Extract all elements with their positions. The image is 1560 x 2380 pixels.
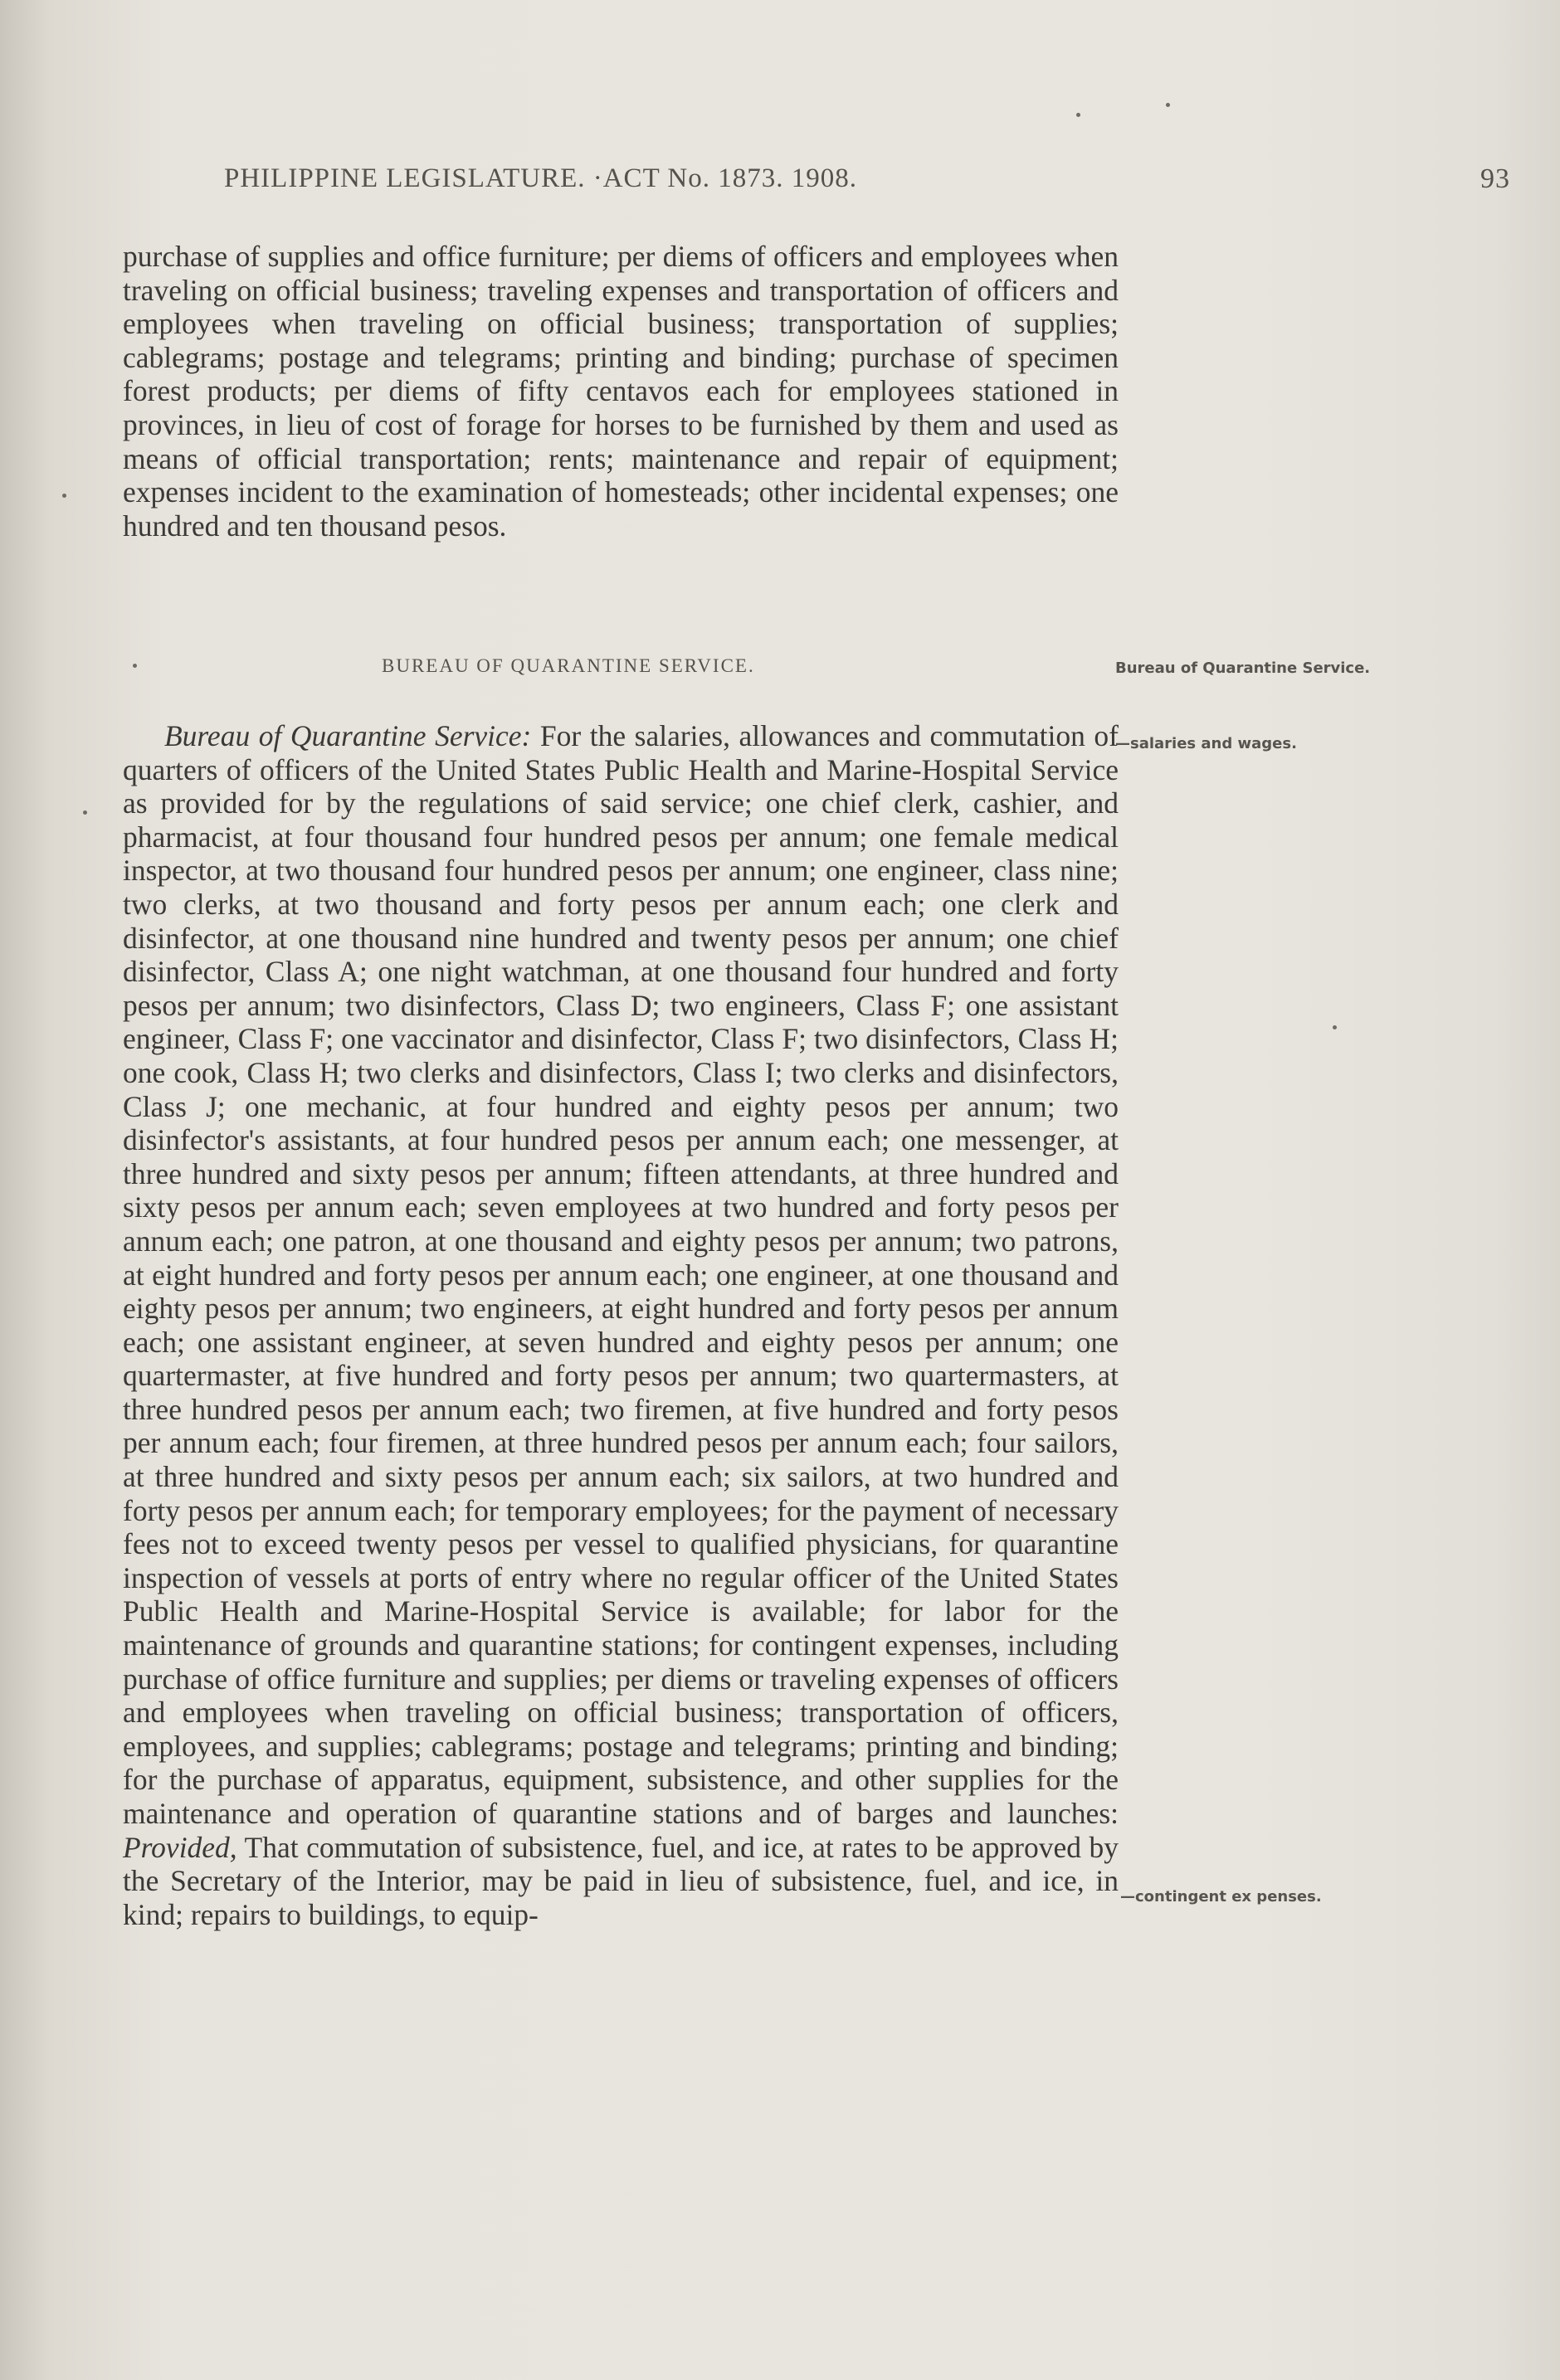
sidenote-bureau-quarantine: Bureau of Quarantine Service. [1115,659,1371,677]
run-in-heading: Bureau of Quarantine Service: [164,719,532,752]
scan-speck [1076,113,1080,117]
scan-speck [1333,1025,1337,1029]
scan-speck [62,494,66,498]
scan-speck [133,664,137,668]
scan-speck [1166,103,1170,107]
paragraph-appropriations-continued [123,240,1119,543]
page-number: 93 [1480,163,1510,194]
paragraph-2-body: For the salaries, allowances and commutation of quarters of officers of the United States Public Health and Marine-Hospital Service as provided for by the regulations of said service; one chief clerk, cashier, and pharmacist, at four thousand four hundred pesos per annum; one female medical inspector, at two thousand four hundred pesos per annum; one engineer, class nine; two clerks, at two thousand and forty pesos per annum each; one clerk and disinfector, at one thousand nine hundred and twenty pesos per annum; one chief disinfector, Class A; one night watchman, at one thousand four hundred and forty pesos per annum; two disinfectors, Class D; two engineers, Class F; one assistant engineer, Class F; one vaccinator and disinfector, Class F; two disinfectors, Class H; one cook, Class H; two clerks and disinfectors, Class I; two clerks and disinfectors, Class J; one mechanic, at four hundred and eighty pesos per annum; two disinfector's assistants, at four hundred pesos per annum each; one messenger, at three hundred and sixty pesos per annum; fifteen attendants, at three hundred and sixty pesos per annum each; seven employees at two hundred and forty pesos per annum each; one patron, at one thousand and eighty pesos per annum; two patrons, at eight hundred and forty pesos per annum each; one engineer, at one thousand and eighty pesos per annum; two engineers, at eight hundred and forty pesos per annum each; one assistant engineer, at seven hundred and eighty pesos per annum; one quartermaster, at five hundred and forty pesos per annum; two quartermasters, at three hundred pesos per annum each; two firemen, at five hundred and forty pesos per annum each; four firemen, at three hundred pesos per annum each; four sailors, at three hundred and sixty pesos per annum each; six sailors, at two hundred and forty pesos per annum each; for temporary employees; for the payment of necessary fees not to exceed twenty pesos per vessel to qualified physicians, for quarantine inspection of vessels at ports of entry where no regular officer of the United States Public Health and Marine-Hospital Service is available; for labor for the maintenance of grounds and quarantine stations; for contingent expenses, including purchase of office furniture and supplies; per diems or traveling expenses of officers and employees when traveling on official business; transportation of officers, employees, and supplies; cablegrams; postage and telegrams; printing and binding; for the purchase of apparatus, equipment, subsistence, and other supplies for the maintenance and operation of quarantine stations and of barges and launches: [123,719,1119,1830]
section-heading: BUREAU OF QUARANTINE SERVICE. [382,655,755,676]
scan-speck [83,810,87,815]
paragraph-2-tail: That commutation of subsistence, fuel, and ice, at rates to be approved by the Secretary of the Interior, may be paid in lieu of subsistence, fuel, and ice, in kind; repairs to buildings, to equip- [123,1830,1119,1931]
sidenote-contingent-expenses: —contingent ex penses. [1120,1888,1322,1905]
paragraph-2-text [123,719,1119,1931]
paragraph-1-text: purchase of supplies and office furniture; per diems of officers and employees when traveling on official business; traveling expenses and transportation of officers and employees when traveling on official business; transportation of supplies; cablegrams; postage and telegrams; printing and binding; purchase of specimen forest products; per diems of fifty centavos each for employees stationed in provinces, in lieu of cost of forage for horses to be furnished by them and used as means of official transportation; rents; maintenance and repair of equipment; expenses incident to the examination of homesteads; other incidental expenses; one hundred and ten thousand pesos. [123,240,1119,543]
running-head [224,163,1510,200]
running-title: PHILIPPINE LEGISLATURE. ·ACT No. 1873. 1908. [224,163,857,193]
sidenote-salaries-wages: —salaries and wages. [1115,735,1297,752]
proviso-word: Provided, [123,1830,237,1864]
paragraph-quarantine-service [123,719,1119,1931]
